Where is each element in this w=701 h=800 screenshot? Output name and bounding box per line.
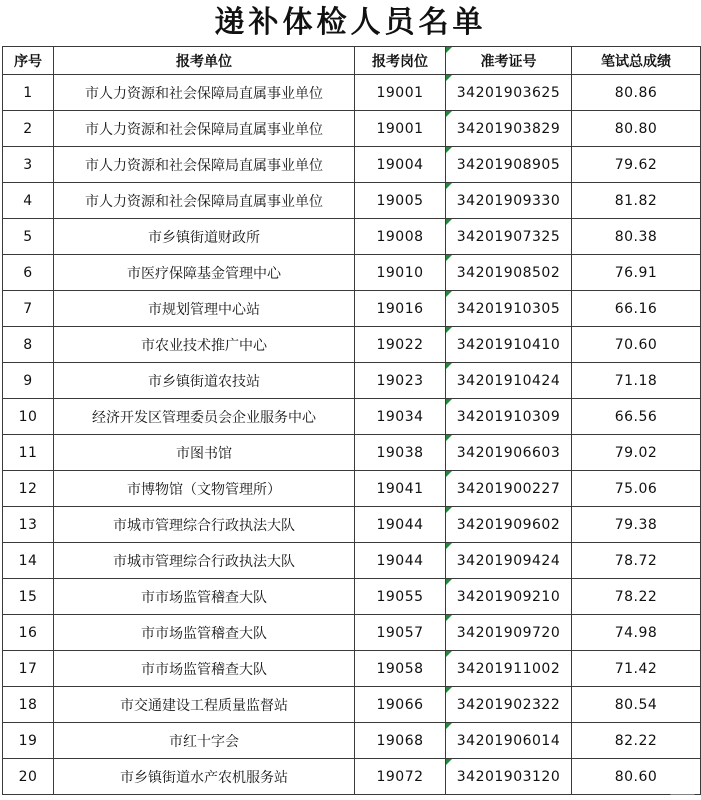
cell-unit: 市人力资源和社会保障局直属事业单位 <box>54 111 355 147</box>
cell-flag-icon <box>446 399 452 405</box>
cell-unit: 市农业技术推广中心 <box>54 327 355 363</box>
table-row <box>3 615 701 651</box>
table-row <box>3 147 701 183</box>
cell-post: 19068 <box>355 723 446 759</box>
cell-score: 80.80 <box>572 111 701 147</box>
cell-ticket-value: 34201910424 <box>456 372 561 389</box>
cell-post: 19034 <box>355 399 446 435</box>
column-header-unit: 报考单位 <box>54 47 355 75</box>
cell-ticket <box>446 75 572 111</box>
table-row <box>3 183 701 219</box>
cell-post: 19038 <box>355 435 446 471</box>
cell-ticket-value: 34201910410 <box>456 336 561 353</box>
cell-ticket <box>446 327 572 363</box>
column-header-post: 报考岗位 <box>355 47 446 75</box>
cell-index: 10 <box>3 399 54 435</box>
cell-unit: 市市场监管稽查大队 <box>54 615 355 651</box>
cell-ticket <box>446 255 572 291</box>
column-header-score: 笔试总成绩 <box>572 47 701 75</box>
cell-post: 19041 <box>355 471 446 507</box>
cell-unit: 市红十字会 <box>54 723 355 759</box>
cell-unit: 市市场监管稽查大队 <box>54 579 355 615</box>
cell-ticket-value: 34201909330 <box>456 192 561 209</box>
cell-score: 79.62 <box>572 147 701 183</box>
cell-index: 3 <box>3 147 54 183</box>
cell-flag-icon <box>446 47 452 53</box>
cell-unit: 市规划管理中心站 <box>54 291 355 327</box>
cell-index: 5 <box>3 219 54 255</box>
cell-flag-icon <box>446 543 452 549</box>
cell-unit: 市博物馆（文物管理所） <box>54 471 355 507</box>
cell-flag-icon <box>446 723 452 729</box>
cell-flag-icon <box>446 759 452 765</box>
cell-unit: 市乡镇街道财政所 <box>54 219 355 255</box>
cell-post: 19016 <box>355 291 446 327</box>
cell-ticket-value: 34201902322 <box>456 696 561 713</box>
cell-flag-icon <box>446 75 452 81</box>
cell-flag-icon <box>446 219 452 225</box>
cell-score: 82.22 <box>572 723 701 759</box>
page-title: 递补体检人员名单 <box>214 5 487 40</box>
column-header-index: 序号 <box>3 47 54 75</box>
cell-flag-icon <box>446 579 452 585</box>
cell-unit: 市城市管理综合行政执法大队 <box>54 543 355 579</box>
column-header-ticket-label: 准考证号 <box>480 53 537 70</box>
cell-ticket <box>446 723 572 759</box>
cell-ticket <box>446 579 572 615</box>
cell-ticket <box>446 687 572 723</box>
cell-post: 19008 <box>355 219 446 255</box>
cell-score: 66.16 <box>572 291 701 327</box>
cell-score: 79.38 <box>572 507 701 543</box>
table-row <box>3 687 701 723</box>
cell-index: 8 <box>3 327 54 363</box>
cell-score: 80.60 <box>572 759 701 795</box>
cell-post: 19044 <box>355 507 446 543</box>
cell-ticket-value: 34201903120 <box>456 768 561 785</box>
cell-flag-icon <box>446 651 452 657</box>
table-row <box>3 399 701 435</box>
cell-post: 19072 <box>355 759 446 795</box>
cell-index: 13 <box>3 507 54 543</box>
cell-flag-icon <box>446 507 452 513</box>
cell-post: 19001 <box>355 75 446 111</box>
cell-score: 74.98 <box>572 615 701 651</box>
cell-post: 19005 <box>355 183 446 219</box>
cell-index: 18 <box>3 687 54 723</box>
table-row <box>3 363 701 399</box>
cell-ticket-value: 34201906014 <box>456 732 561 749</box>
cell-ticket <box>446 759 572 795</box>
cell-unit: 市乡镇街道水产农机服务站 <box>54 759 355 795</box>
cell-ticket-value: 34201909602 <box>456 516 561 533</box>
cell-index: 19 <box>3 723 54 759</box>
roster-table <box>2 46 701 795</box>
cell-flag-icon <box>446 183 452 189</box>
cell-ticket-value: 34201909720 <box>456 624 561 641</box>
cell-ticket-value: 34201910305 <box>456 300 561 317</box>
cell-index: 6 <box>3 255 54 291</box>
table-row <box>3 579 701 615</box>
table-row <box>3 471 701 507</box>
cell-score: 66.56 <box>572 399 701 435</box>
cell-ticket <box>446 147 572 183</box>
cell-score: 81.82 <box>572 183 701 219</box>
cell-index: 11 <box>3 435 54 471</box>
cell-score: 80.86 <box>572 75 701 111</box>
cell-ticket-value: 34201900227 <box>456 480 561 497</box>
cell-ticket <box>446 507 572 543</box>
cell-ticket-value: 34201909210 <box>456 588 561 605</box>
cell-flag-icon <box>446 615 452 621</box>
cell-unit: 市医疗保障基金管理中心 <box>54 255 355 291</box>
cell-score: 76.91 <box>572 255 701 291</box>
cell-flag-icon <box>446 687 452 693</box>
cell-ticket <box>446 219 572 255</box>
cell-post: 19004 <box>355 147 446 183</box>
cell-ticket <box>446 399 572 435</box>
cell-flag-icon <box>446 435 452 441</box>
cell-ticket-value: 34201908502 <box>456 264 561 281</box>
cell-post: 19058 <box>355 651 446 687</box>
cell-unit: 市人力资源和社会保障局直属事业单位 <box>54 147 355 183</box>
cell-score: 71.18 <box>572 363 701 399</box>
cell-post: 19044 <box>355 543 446 579</box>
cell-ticket-value: 34201903829 <box>456 120 561 137</box>
cell-ticket <box>446 615 572 651</box>
cell-ticket <box>446 183 572 219</box>
cell-ticket <box>446 651 572 687</box>
cell-score: 71.42 <box>572 651 701 687</box>
cell-ticket <box>446 471 572 507</box>
cell-index: 9 <box>3 363 54 399</box>
cell-index: 15 <box>3 579 54 615</box>
cell-post: 19001 <box>355 111 446 147</box>
column-header-ticket <box>446 47 572 75</box>
cell-unit: 市图书馆 <box>54 435 355 471</box>
table-row <box>3 507 701 543</box>
cell-post: 19057 <box>355 615 446 651</box>
cell-post: 19022 <box>355 327 446 363</box>
table-row <box>3 759 701 795</box>
cell-score: 79.02 <box>572 435 701 471</box>
cell-ticket-value: 34201910309 <box>456 408 561 425</box>
table-row <box>3 111 701 147</box>
cell-ticket <box>446 435 572 471</box>
table-body <box>3 75 701 795</box>
cell-ticket-value: 34201903625 <box>456 84 561 101</box>
cell-unit: 市乡镇街道农技站 <box>54 363 355 399</box>
cell-ticket-value: 34201907325 <box>456 228 561 245</box>
cell-ticket <box>446 111 572 147</box>
table-row <box>3 723 701 759</box>
table-row <box>3 327 701 363</box>
cell-flag-icon <box>446 327 452 333</box>
cell-index: 7 <box>3 291 54 327</box>
cell-flag-icon <box>446 471 452 477</box>
cell-score: 70.60 <box>572 327 701 363</box>
cell-flag-icon <box>446 255 452 261</box>
table-row <box>3 219 701 255</box>
cell-score: 75.06 <box>572 471 701 507</box>
cell-ticket <box>446 543 572 579</box>
cell-score: 80.38 <box>572 219 701 255</box>
cell-index: 2 <box>3 111 54 147</box>
cell-unit: 市市场监管稽查大队 <box>54 651 355 687</box>
cell-ticket-value: 34201909424 <box>456 552 561 569</box>
cell-post: 19066 <box>355 687 446 723</box>
cell-post: 19010 <box>355 255 446 291</box>
cell-ticket <box>446 363 572 399</box>
cell-score: 80.54 <box>572 687 701 723</box>
table-row <box>3 291 701 327</box>
cell-unit: 市人力资源和社会保障局直属事业单位 <box>54 183 355 219</box>
cell-index: 4 <box>3 183 54 219</box>
cell-unit: 经济开发区管理委员会企业服务中心 <box>54 399 355 435</box>
table-row <box>3 543 701 579</box>
cell-ticket-value: 34201908905 <box>456 156 561 173</box>
cell-index: 16 <box>3 615 54 651</box>
table-row <box>3 435 701 471</box>
cell-index: 12 <box>3 471 54 507</box>
cell-unit: 市人力资源和社会保障局直属事业单位 <box>54 75 355 111</box>
cell-unit: 市交通建设工程质量监督站 <box>54 687 355 723</box>
cell-flag-icon <box>446 111 452 117</box>
cell-score: 78.22 <box>572 579 701 615</box>
cell-score: 78.72 <box>572 543 701 579</box>
table-row <box>3 255 701 291</box>
cell-index: 1 <box>3 75 54 111</box>
cell-index: 20 <box>3 759 54 795</box>
table-header-row <box>3 47 701 75</box>
cell-index: 17 <box>3 651 54 687</box>
cell-ticket-value: 34201906603 <box>456 444 561 461</box>
cell-unit: 市城市管理综合行政执法大队 <box>54 507 355 543</box>
cell-post: 19055 <box>355 579 446 615</box>
table-row <box>3 75 701 111</box>
watermark: ⸻ <box>670 789 695 800</box>
cell-ticket <box>446 291 572 327</box>
cell-index: 14 <box>3 543 54 579</box>
cell-ticket-value: 34201911002 <box>456 660 561 677</box>
cell-post: 19023 <box>355 363 446 399</box>
table-row <box>3 651 701 687</box>
cell-flag-icon <box>446 147 452 153</box>
cell-flag-icon <box>446 363 452 369</box>
cell-flag-icon <box>446 291 452 297</box>
